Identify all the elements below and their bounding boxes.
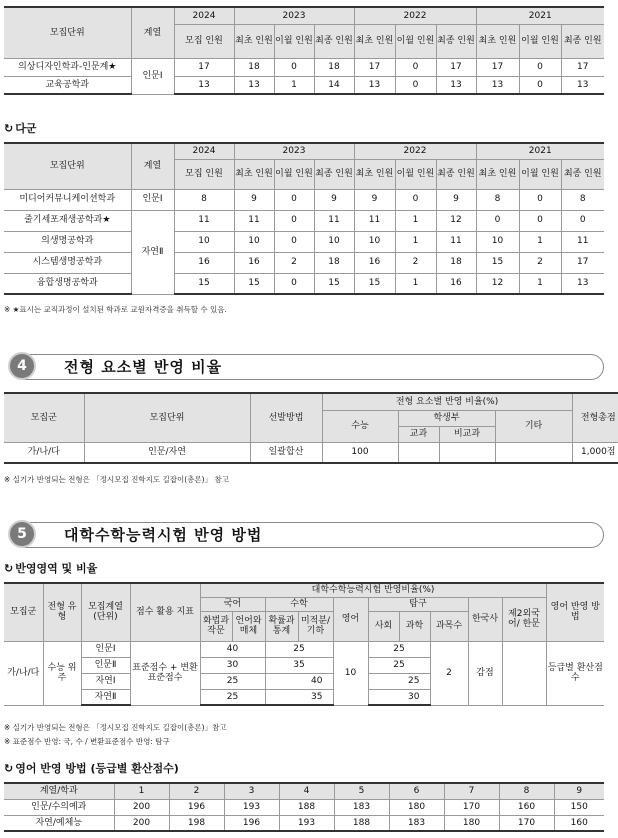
header-cell: 4 bbox=[279, 783, 334, 799]
value-cell: 1 bbox=[519, 273, 561, 294]
header-math-stats: 확률과 통계 bbox=[265, 611, 298, 641]
value-cell: 17 bbox=[354, 58, 395, 76]
heading-text: 반영영역 및 비율 bbox=[15, 562, 98, 575]
value-cell: 18 bbox=[436, 252, 476, 273]
header-initial: 최초 인원 bbox=[476, 24, 519, 58]
header-society: 사회 bbox=[368, 611, 399, 641]
unit-cell: 의생명공학과 bbox=[4, 231, 131, 252]
header-year-2021: 2021 bbox=[476, 143, 604, 159]
header-year-2021: 2021 bbox=[476, 7, 604, 24]
korean-cell: 25 bbox=[200, 673, 265, 689]
header-cell: 3 bbox=[224, 783, 279, 799]
table-row bbox=[4, 641, 604, 657]
korean-cell: 40 bbox=[200, 641, 265, 657]
recruitment-table-2 bbox=[4, 142, 604, 295]
header-cell: 1 bbox=[114, 783, 169, 799]
header-track: 계열 bbox=[131, 7, 174, 58]
value-cell: 170 bbox=[444, 799, 499, 815]
header-transfer: 이월 인원 bbox=[519, 159, 561, 189]
value-cell: 18 bbox=[314, 252, 354, 273]
subject-cell bbox=[398, 442, 439, 463]
header-transfer: 이월 인원 bbox=[395, 159, 436, 189]
value-cell: 13 bbox=[561, 273, 604, 294]
suneung-cell: 100 bbox=[322, 442, 398, 463]
value-cell: 1 bbox=[395, 231, 436, 252]
header-transfer: 이월 인원 bbox=[274, 159, 314, 189]
header-total: 전형총점 bbox=[572, 393, 618, 442]
header-cell: 5 bbox=[334, 783, 389, 799]
section-title: 전형 요소별 반영 비율 bbox=[64, 358, 223, 376]
arrow-bullet-icon: ↻ bbox=[4, 562, 14, 575]
value-cell: 188 bbox=[334, 815, 389, 831]
track-cell: 인문Ⅱ bbox=[81, 657, 130, 673]
header-transfer: 이월 인원 bbox=[519, 24, 561, 58]
heading-text: 다군 bbox=[15, 122, 37, 135]
track-cell: 인문Ⅰ bbox=[81, 641, 130, 657]
header-year-2024: 2024 bbox=[174, 7, 234, 24]
heading-text: 영어 반영 방법 (등급별 환산점수) bbox=[15, 762, 179, 775]
value-cell: 8 bbox=[561, 189, 604, 210]
value-cell: 12 bbox=[436, 210, 476, 231]
header-initial: 최초 인원 bbox=[234, 159, 274, 189]
math-cell: 25 bbox=[265, 641, 333, 657]
track-cell: 자연Ⅰ bbox=[81, 673, 130, 689]
header-quota: 모집 인원 bbox=[174, 159, 234, 189]
value-cell: 1 bbox=[395, 210, 436, 231]
value-cell: 0 bbox=[274, 58, 314, 76]
suneung-ratio-table bbox=[4, 582, 604, 706]
value-cell: 16 bbox=[354, 252, 395, 273]
method-cell: 일괄합산 bbox=[250, 442, 322, 463]
value-cell: 150 bbox=[554, 799, 604, 815]
history-cell: 감점 bbox=[468, 641, 502, 705]
group-cell: 가/나/다 bbox=[4, 442, 84, 463]
value-cell: 14 bbox=[314, 76, 354, 94]
header-transfer: 이월 인원 bbox=[274, 24, 314, 58]
value-cell: 160 bbox=[499, 799, 554, 815]
value-cell: 0 bbox=[519, 210, 561, 231]
header-initial: 최초 인원 bbox=[234, 24, 274, 58]
nonsubject-cell bbox=[439, 442, 495, 463]
header-unit: 모집단위 bbox=[84, 393, 250, 442]
value-cell: 9 bbox=[314, 189, 354, 210]
header-type: 전형 유형 bbox=[43, 583, 81, 641]
value-cell: 8 bbox=[476, 189, 519, 210]
value-cell: 13 bbox=[476, 76, 519, 94]
value-cell: 11 bbox=[436, 231, 476, 252]
etc-cell bbox=[495, 442, 572, 463]
foreign-cell bbox=[502, 641, 546, 705]
header-final: 최종 인원 bbox=[314, 24, 354, 58]
unit-cell: 인문/자연 bbox=[84, 442, 250, 463]
value-cell: 193 bbox=[224, 799, 279, 815]
table-row bbox=[4, 252, 604, 273]
value-cell: 11 bbox=[174, 210, 234, 231]
header-math-calculus: 미적분/ 기하 bbox=[298, 611, 333, 641]
score-index-cell: 표준점수 + 변환표준점수 bbox=[130, 641, 200, 705]
table-row bbox=[4, 815, 604, 831]
value-cell: 13 bbox=[561, 76, 604, 94]
header-cell: 계열/학과 bbox=[4, 783, 114, 799]
value-cell: 10 bbox=[174, 231, 234, 252]
header-inquiry: 탐구 bbox=[368, 597, 468, 611]
value-cell: 8 bbox=[174, 189, 234, 210]
selection-ratio-table bbox=[4, 392, 618, 464]
header-english-method: 영어 반영 방법 bbox=[546, 583, 604, 641]
value-cell: 180 bbox=[389, 799, 444, 815]
value-cell: 0 bbox=[395, 76, 436, 94]
header-cell: 6 bbox=[389, 783, 444, 799]
value-cell: 1 bbox=[519, 231, 561, 252]
value-cell: 10 bbox=[234, 231, 274, 252]
header-history: 한국사 bbox=[468, 597, 502, 641]
header-korean: 국어 bbox=[200, 597, 265, 611]
footnote-practical: ※ 실기가 반영되는 전형은 「정시모집 진학지도 길잡이(총론)」 참고 bbox=[4, 475, 229, 484]
value-cell: 13 bbox=[436, 76, 476, 94]
inquiry-cell: 30 bbox=[368, 689, 430, 705]
header-school-record: 학생부 bbox=[398, 410, 495, 426]
value-cell: 0 bbox=[561, 210, 604, 231]
header-year-2023: 2023 bbox=[234, 7, 354, 24]
value-cell: 10 bbox=[314, 231, 354, 252]
section-number: 4 bbox=[17, 358, 27, 374]
header-initial: 최초 인원 bbox=[476, 159, 519, 189]
english-cell: 10 bbox=[333, 641, 368, 705]
value-cell: 196 bbox=[224, 815, 279, 831]
value-cell: 13 bbox=[354, 76, 395, 94]
section-heading-dagun bbox=[4, 120, 36, 136]
unit-cell: 융합생명공학과 bbox=[4, 273, 131, 294]
header-track: 계열 bbox=[131, 143, 174, 189]
value-cell: 17 bbox=[476, 58, 519, 76]
group-cell: 가/나/다 bbox=[4, 641, 43, 705]
value-cell: 16 bbox=[436, 273, 476, 294]
value-cell: 0 bbox=[274, 273, 314, 294]
unit-cell: 시스템생명공학과 bbox=[4, 252, 131, 273]
header-ratio: 전형 요소별 반영 비율(%) bbox=[322, 393, 572, 410]
header-korean-media: 언어와 매체 bbox=[232, 611, 265, 641]
math-cell: 40 bbox=[265, 673, 333, 689]
header-nonsubject: 비교과 bbox=[439, 426, 495, 442]
section-4-banner bbox=[8, 352, 604, 382]
inquiry-cell: 25 bbox=[368, 673, 430, 689]
value-cell: 11 bbox=[314, 210, 354, 231]
track-cell: 자연Ⅱ bbox=[131, 210, 174, 294]
footnote-score-type: ※ 표준점수 반영: 국, 수 / 변환표준점수 반영: 탐구 bbox=[4, 737, 170, 746]
value-cell: 10 bbox=[476, 231, 519, 252]
footnote-teaching-cert: ※ ★표시는 교직과정이 설치된 학과로 교원자격증을 취득할 수 있음. bbox=[4, 305, 227, 314]
header-etc: 기타 bbox=[495, 410, 572, 442]
value-cell: 188 bbox=[279, 799, 334, 815]
section-heading-area bbox=[4, 560, 97, 576]
header-science: 과학 bbox=[399, 611, 430, 641]
arrow-bullet-icon: ↻ bbox=[4, 762, 14, 775]
value-cell: 10 bbox=[354, 231, 395, 252]
value-cell: 9 bbox=[436, 189, 476, 210]
header-suneung: 수능 bbox=[322, 410, 398, 442]
value-cell: 160 bbox=[554, 815, 604, 831]
value-cell: 16 bbox=[174, 252, 234, 273]
value-cell: 17 bbox=[174, 58, 234, 76]
section-heading-english bbox=[4, 760, 179, 776]
value-cell: 11 bbox=[234, 210, 274, 231]
value-cell: 9 bbox=[234, 189, 274, 210]
unit-cell: 미디어커뮤니케이션학과 bbox=[4, 189, 131, 210]
value-cell: 183 bbox=[334, 799, 389, 815]
header-cell: 9 bbox=[554, 783, 604, 799]
value-cell: 0 bbox=[519, 76, 561, 94]
header-english: 영어 bbox=[333, 597, 368, 641]
value-cell: 0 bbox=[519, 189, 561, 210]
value-cell: 0 bbox=[519, 58, 561, 76]
header-subject: 교과 bbox=[398, 426, 439, 442]
header-final: 최종 인원 bbox=[436, 24, 476, 58]
value-cell: 0 bbox=[274, 231, 314, 252]
value-cell: 183 bbox=[389, 815, 444, 831]
english-method-cell: 등급별 환산점수 bbox=[546, 641, 604, 705]
value-cell: 17 bbox=[436, 58, 476, 76]
korean-cell: 30 bbox=[200, 657, 265, 673]
table-row bbox=[4, 442, 618, 463]
header-final: 최종 인원 bbox=[561, 159, 604, 189]
value-cell: 0 bbox=[395, 189, 436, 210]
track-cell: 인문Ⅰ bbox=[131, 58, 174, 94]
header-unit: 모집단위 bbox=[4, 7, 131, 58]
table-row bbox=[4, 231, 604, 252]
track-cell: 자연Ⅱ bbox=[81, 689, 130, 705]
header-score-index: 점수 활용 지표 bbox=[130, 583, 200, 641]
english-grade-table bbox=[4, 782, 604, 832]
table-row bbox=[4, 76, 604, 94]
track-cell: 인문/수의예과 bbox=[4, 799, 114, 815]
section-5-banner bbox=[8, 520, 604, 550]
value-cell: 170 bbox=[499, 815, 554, 831]
value-cell: 193 bbox=[279, 815, 334, 831]
value-cell: 2 bbox=[519, 252, 561, 273]
header-suneung-ratio: 대학수학능력시험 반영비율(%) bbox=[200, 583, 546, 597]
table-row bbox=[4, 189, 604, 210]
table-row bbox=[4, 799, 604, 815]
section-number: 5 bbox=[17, 526, 27, 542]
value-cell: 11 bbox=[354, 210, 395, 231]
value-cell: 16 bbox=[234, 252, 274, 273]
math-cell: 35 bbox=[265, 689, 333, 705]
header-initial: 최초 인원 bbox=[354, 24, 395, 58]
header-transfer: 이월 인원 bbox=[395, 24, 436, 58]
track-cell: 인문Ⅰ bbox=[131, 189, 174, 210]
recruitment-table-1 bbox=[4, 6, 604, 95]
value-cell: 13 bbox=[234, 76, 274, 94]
total-cell: 1,000점 bbox=[572, 442, 618, 463]
header-row bbox=[4, 783, 604, 799]
unit-cell: 의상디자인학과-인문계★ bbox=[4, 58, 131, 76]
value-cell: 18 bbox=[234, 58, 274, 76]
value-cell: 1 bbox=[395, 273, 436, 294]
header-quota: 모집 인원 bbox=[174, 24, 234, 58]
header-math: 수학 bbox=[265, 597, 333, 611]
header-foreign: 제2외국어/ 한문 bbox=[502, 597, 546, 641]
value-cell: 1 bbox=[274, 76, 314, 94]
table-row bbox=[4, 273, 604, 294]
header-track: 모집계열 (단위) bbox=[81, 583, 130, 641]
header-cell: 2 bbox=[169, 783, 224, 799]
inquiry-cell: 25 bbox=[368, 641, 430, 657]
inquiry-cell: 25 bbox=[368, 657, 430, 673]
unit-cell: 줄기세포재생공학과★ bbox=[4, 210, 131, 231]
value-cell: 12 bbox=[476, 273, 519, 294]
header-group: 모집군 bbox=[4, 393, 84, 442]
header-unit: 모집단위 bbox=[4, 143, 131, 189]
value-cell: 0 bbox=[274, 210, 314, 231]
value-cell: 2 bbox=[274, 252, 314, 273]
value-cell: 2 bbox=[395, 252, 436, 273]
value-cell: 15 bbox=[354, 273, 395, 294]
track-cell: 자연/예체능 bbox=[4, 815, 114, 831]
value-cell: 196 bbox=[169, 799, 224, 815]
math-cell: 35 bbox=[265, 657, 333, 673]
value-cell: 200 bbox=[114, 799, 169, 815]
section-title: 대학수학능력시험 반영 방법 bbox=[64, 526, 263, 544]
header-cell: 7 bbox=[444, 783, 499, 799]
footnote-practical-2: ※ 실기가 반영되는 전형은 「정시모집 진학지도 길잡이(총론)」참고 bbox=[4, 723, 227, 732]
value-cell: 15 bbox=[476, 252, 519, 273]
header-subject-count: 과목수 bbox=[430, 611, 468, 641]
value-cell: 180 bbox=[444, 815, 499, 831]
header-korean-speech: 화법과 작문 bbox=[200, 611, 232, 641]
value-cell: 15 bbox=[234, 273, 274, 294]
value-cell: 15 bbox=[314, 273, 354, 294]
type-cell: 수능 위주 bbox=[43, 641, 81, 705]
header-year-2022: 2022 bbox=[354, 143, 476, 159]
header-cell: 8 bbox=[499, 783, 554, 799]
value-cell: 11 bbox=[561, 231, 604, 252]
value-cell: 198 bbox=[169, 815, 224, 831]
value-cell: 17 bbox=[561, 58, 604, 76]
table-row bbox=[4, 58, 604, 76]
header-year-2022: 2022 bbox=[354, 7, 476, 24]
header-final: 최종 인원 bbox=[314, 159, 354, 189]
header-final: 최종 인원 bbox=[561, 24, 604, 58]
arrow-bullet-icon: ↻ bbox=[4, 122, 14, 135]
header-method: 선발방법 bbox=[250, 393, 322, 442]
value-cell: 13 bbox=[174, 76, 234, 94]
value-cell: 0 bbox=[395, 58, 436, 76]
value-cell: 0 bbox=[476, 210, 519, 231]
header-year-2023: 2023 bbox=[234, 143, 354, 159]
value-cell: 9 bbox=[354, 189, 395, 210]
header-group: 모집군 bbox=[4, 583, 43, 641]
count-cell: 2 bbox=[430, 641, 468, 705]
value-cell: 200 bbox=[114, 815, 169, 831]
value-cell: 17 bbox=[561, 252, 604, 273]
header-year-2024: 2024 bbox=[174, 143, 234, 159]
unit-cell: 교육공학과 bbox=[4, 76, 131, 94]
value-cell: 15 bbox=[174, 273, 234, 294]
value-cell: 0 bbox=[274, 189, 314, 210]
value-cell: 18 bbox=[314, 58, 354, 76]
header-initial: 최초 인원 bbox=[354, 159, 395, 189]
header-final: 최종 인원 bbox=[436, 159, 476, 189]
korean-cell: 25 bbox=[200, 689, 265, 705]
table-row bbox=[4, 210, 604, 231]
